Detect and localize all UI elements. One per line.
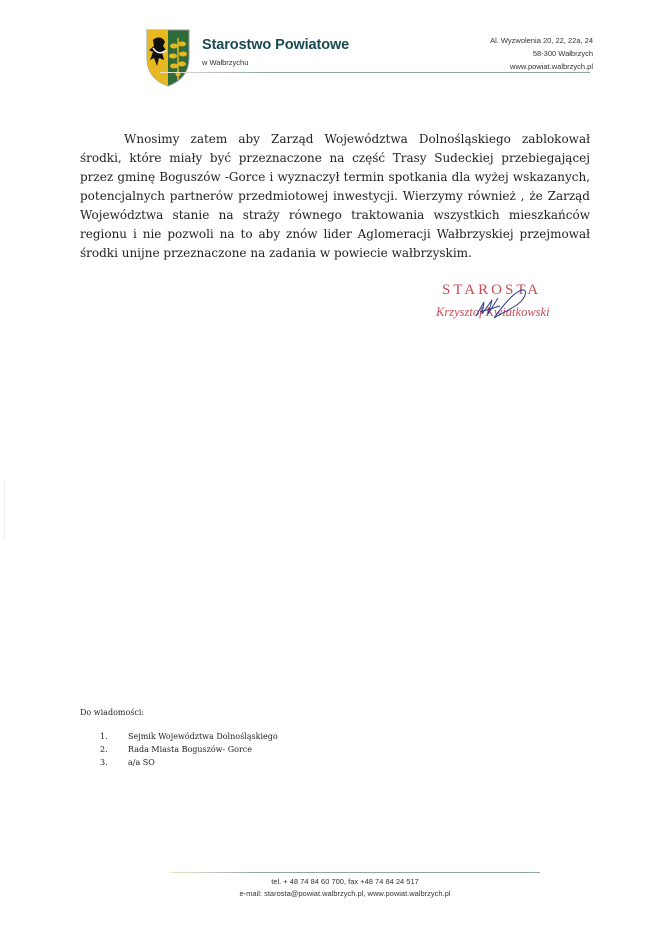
cc-item-text: a/a SO — [128, 758, 155, 767]
cc-item — [100, 743, 278, 756]
cc-item-text: Rada Miasta Boguszów- Gorce — [128, 745, 253, 754]
scan-margin-mark — [4, 480, 5, 540]
cc-item-text: Sejmik Województwa Dolnośląskiego — [128, 732, 278, 741]
website-link[interactable]: www.powiat.walbrzych.pl — [510, 62, 593, 71]
cc-label: Do wiadomości: — [80, 708, 145, 717]
footer-phone: tel. + 48 74 84 60 700, fax +48 74 84 24 517 — [271, 877, 419, 886]
footer-divider — [170, 872, 540, 873]
cc-item-number: 2. — [100, 745, 108, 754]
cc-list — [100, 730, 278, 769]
footer-email[interactable]: e-mail: starosta@powiat.walbrzych.pl, www.powiat.walbrzych.pl — [239, 889, 451, 898]
cc-item — [100, 730, 278, 743]
stamp-title: STAROSTA — [442, 282, 542, 298]
cc-item-number: 1. — [100, 732, 108, 741]
address-city: 58-300 Wałbrzych — [532, 49, 593, 58]
body-paragraph: Wnosimy zatem aby Zarząd Województwa Dolnośląskiego zablokował środki, które miały być przeznaczone na część Trasy Sudeckiej przebiegającej przez gminę Boguszów -Gorce i wyznaczył termin spotkania dla wyżej wskazanych, potencjalnych partnerów przedmiotowej inwestycji. Wierzymy również , że Zarząd Województwa stanie na straży równego traktowania wszystkich mieszkańców regionu i nie pozwoli na to aby znów lider Aglomeracji Wałbrzyskiej przejmował środki unijne przeznaczone na zadania w powiecie wałbrzyskim. — [80, 132, 590, 260]
coat-of-arms-icon — [145, 28, 191, 88]
footer — [160, 876, 530, 900]
org-name: Starostwo Powiatowe — [202, 37, 350, 53]
address-block — [490, 34, 593, 73]
cc-item — [100, 756, 278, 769]
stamp-name: Krzysztof Kwiatkowski — [436, 305, 550, 319]
org-subtitle: w Wałbrzychu — [202, 58, 249, 67]
letter-body — [80, 130, 590, 263]
header-divider — [160, 72, 590, 73]
cc-item-number: 3. — [100, 758, 108, 767]
address-street: Al. Wyzwolenia 20, 22, 22a, 24 — [490, 36, 593, 45]
handwritten-signature-icon — [470, 284, 550, 324]
